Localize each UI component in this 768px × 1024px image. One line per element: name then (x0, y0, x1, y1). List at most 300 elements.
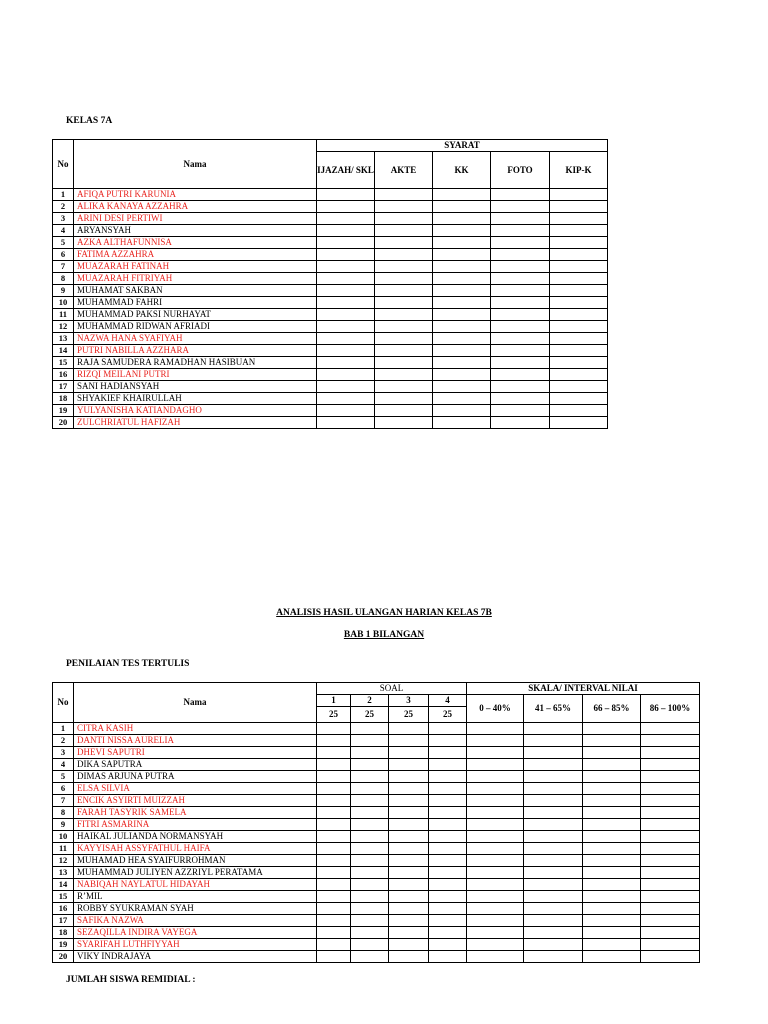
row-number: 6 (53, 783, 74, 795)
empty-cell (389, 795, 429, 807)
row-number: 1 (53, 189, 74, 201)
empty-cell (491, 201, 550, 213)
empty-cell (429, 855, 467, 867)
soal-num: 1 (317, 695, 351, 707)
table-row (53, 783, 700, 795)
empty-cell (317, 879, 351, 891)
table-row (53, 369, 608, 381)
empty-cell (375, 393, 433, 405)
table-row (53, 867, 700, 879)
table-row (53, 807, 700, 819)
results-table (52, 682, 700, 963)
empty-cell (641, 819, 700, 831)
empty-cell (467, 807, 524, 819)
empty-cell (351, 939, 389, 951)
empty-cell (550, 249, 608, 261)
empty-cell (641, 759, 700, 771)
empty-cell (641, 771, 700, 783)
empty-cell (524, 915, 583, 927)
empty-cell (467, 867, 524, 879)
empty-cell (317, 261, 375, 273)
student-name: RAJA SAMUDERA RAMADHAN HASIBUAN (74, 357, 317, 369)
empty-cell (583, 867, 641, 879)
empty-cell (375, 333, 433, 345)
empty-cell (524, 795, 583, 807)
row-number: 14 (53, 879, 74, 891)
empty-cell (641, 831, 700, 843)
empty-cell (389, 819, 429, 831)
empty-cell (641, 855, 700, 867)
empty-cell (550, 345, 608, 357)
empty-cell (467, 915, 524, 927)
empty-cell (351, 783, 389, 795)
empty-cell (641, 927, 700, 939)
table-row (53, 405, 608, 417)
empty-cell (351, 747, 389, 759)
row-number: 8 (53, 807, 74, 819)
empty-cell (433, 237, 491, 249)
range-header: 0 – 40% (467, 695, 524, 723)
empty-cell (491, 297, 550, 309)
table-row (53, 333, 608, 345)
empty-cell (429, 735, 467, 747)
empty-cell (491, 225, 550, 237)
empty-cell (491, 237, 550, 249)
table-row (53, 201, 608, 213)
empty-cell (351, 879, 389, 891)
row-number: 17 (53, 381, 74, 393)
empty-cell (429, 879, 467, 891)
table-row (53, 819, 700, 831)
empty-cell (317, 807, 351, 819)
empty-cell (389, 879, 429, 891)
empty-cell (491, 249, 550, 261)
empty-cell (351, 759, 389, 771)
empty-cell (389, 891, 429, 903)
empty-cell (375, 273, 433, 285)
empty-cell (389, 939, 429, 951)
empty-cell (389, 759, 429, 771)
empty-cell (641, 867, 700, 879)
empty-cell (375, 405, 433, 417)
empty-cell (433, 225, 491, 237)
empty-cell (429, 807, 467, 819)
empty-cell (583, 927, 641, 939)
empty-cell (317, 381, 375, 393)
empty-cell (317, 321, 375, 333)
empty-cell (317, 297, 375, 309)
header-syarat: SYARAT (317, 140, 608, 152)
empty-cell (389, 915, 429, 927)
empty-cell (467, 735, 524, 747)
empty-cell (351, 819, 389, 831)
empty-cell (583, 915, 641, 927)
student-name: MUHAMMAD JULIYEN AZZRIYL PERATAMA (74, 867, 317, 879)
row-number: 15 (53, 357, 74, 369)
row-number: 10 (53, 831, 74, 843)
class-title: KELAS 7A (66, 116, 113, 126)
table-row (53, 357, 608, 369)
empty-cell (467, 819, 524, 831)
header-ijazah: IJAZAH/ SKL (317, 152, 375, 189)
table-row (53, 273, 608, 285)
empty-cell (317, 249, 375, 261)
empty-cell (317, 819, 351, 831)
empty-cell (467, 831, 524, 843)
empty-cell (467, 759, 524, 771)
row-number: 3 (53, 213, 74, 225)
student-name: ZULCHRIATUL HAFIZAH (74, 417, 317, 429)
student-name: DHEVI SAPUTRI (74, 747, 317, 759)
empty-cell (429, 831, 467, 843)
row-number: 2 (53, 201, 74, 213)
empty-cell (641, 891, 700, 903)
empty-cell (317, 939, 351, 951)
row-number: 4 (53, 225, 74, 237)
empty-cell (583, 747, 641, 759)
row-number: 11 (53, 843, 74, 855)
empty-cell (429, 867, 467, 879)
row-number: 1 (53, 723, 74, 735)
table-row (53, 723, 700, 735)
empty-cell (317, 915, 351, 927)
table-row (53, 951, 700, 963)
student-name: FARAH TASYRIK SAMELA (74, 807, 317, 819)
empty-cell (433, 309, 491, 321)
row-number: 12 (53, 321, 74, 333)
row-number: 20 (53, 951, 74, 963)
row-number: 3 (53, 747, 74, 759)
empty-cell (429, 759, 467, 771)
empty-cell (641, 735, 700, 747)
empty-cell (433, 321, 491, 333)
empty-cell (583, 855, 641, 867)
student-name: PUTRI NABILLA AZZHARA (74, 345, 317, 357)
empty-cell (467, 855, 524, 867)
empty-cell (583, 891, 641, 903)
student-name: AZKA ALTHAFUNNISA (74, 237, 317, 249)
student-name: MUHAMMAD RIDWAN AFRIADI (74, 321, 317, 333)
empty-cell (389, 855, 429, 867)
header-akte: AKTE (375, 152, 433, 189)
empty-cell (317, 285, 375, 297)
empty-cell (491, 417, 550, 429)
empty-cell (467, 879, 524, 891)
empty-cell (583, 819, 641, 831)
header-nama: Nama (74, 140, 317, 189)
assessment-label: PENILAIAN TES TERTULIS (66, 659, 190, 669)
empty-cell (317, 225, 375, 237)
empty-cell (524, 747, 583, 759)
empty-cell (550, 321, 608, 333)
empty-cell (524, 903, 583, 915)
empty-cell (467, 783, 524, 795)
empty-cell (550, 237, 608, 249)
empty-cell (491, 357, 550, 369)
empty-cell (317, 855, 351, 867)
empty-cell (389, 723, 429, 735)
empty-cell (429, 819, 467, 831)
empty-cell (550, 369, 608, 381)
student-name: KAYYISAH ASSYFATHUL HAIFA (74, 843, 317, 855)
table-row (53, 213, 608, 225)
empty-cell (524, 843, 583, 855)
empty-cell (351, 771, 389, 783)
empty-cell (641, 807, 700, 819)
student-name: ARINI DESI PERTIWI (74, 213, 317, 225)
empty-cell (583, 735, 641, 747)
empty-cell (351, 915, 389, 927)
empty-cell (641, 747, 700, 759)
empty-cell (641, 783, 700, 795)
row-number: 2 (53, 735, 74, 747)
student-name: MUHAMAD HEA SYAIFURROHMAN (74, 855, 317, 867)
student-name: DIMAS ARJUNA PUTRA (74, 771, 317, 783)
student-name: DANTI NISSA AURELIA (74, 735, 317, 747)
empty-cell (583, 759, 641, 771)
empty-cell (317, 771, 351, 783)
empty-cell (317, 273, 375, 285)
empty-cell (317, 891, 351, 903)
table-row (53, 735, 700, 747)
empty-cell (351, 903, 389, 915)
empty-cell (467, 723, 524, 735)
empty-cell (433, 285, 491, 297)
header-soal: SOAL (317, 683, 467, 695)
empty-cell (550, 309, 608, 321)
empty-cell (375, 285, 433, 297)
analysis-subtitle: BAB 1 BILANGAN (343, 630, 425, 640)
empty-cell (389, 903, 429, 915)
empty-cell (583, 783, 641, 795)
empty-cell (524, 855, 583, 867)
row-number: 16 (53, 903, 74, 915)
empty-cell (491, 189, 550, 201)
remedial-count-label: JUMLAH SISWA REMIDIAL : (66, 975, 196, 985)
table-row (53, 261, 608, 273)
student-name: ARYANSYAH (74, 225, 317, 237)
empty-cell (433, 261, 491, 273)
row-number: 11 (53, 309, 74, 321)
empty-cell (550, 297, 608, 309)
empty-cell (524, 891, 583, 903)
empty-cell (433, 333, 491, 345)
table-row (53, 795, 700, 807)
table-row (53, 927, 700, 939)
empty-cell (317, 735, 351, 747)
student-name: ROBBY SYUKRAMAN SYAH (74, 903, 317, 915)
table-row (53, 189, 608, 201)
table-row (53, 225, 608, 237)
student-name: YULYANISHA KATIANDAGHO (74, 405, 317, 417)
empty-cell (317, 759, 351, 771)
empty-cell (317, 213, 375, 225)
table-row (53, 345, 608, 357)
empty-cell (524, 759, 583, 771)
empty-cell (524, 807, 583, 819)
empty-cell (641, 939, 700, 951)
student-name: VIKY INDRAJAYA (74, 951, 317, 963)
empty-cell (429, 903, 467, 915)
empty-cell (583, 939, 641, 951)
empty-cell (433, 189, 491, 201)
student-name: SEZAQILLA INDIRA VAYEGA (74, 927, 317, 939)
empty-cell (351, 891, 389, 903)
empty-cell (429, 747, 467, 759)
empty-cell (317, 795, 351, 807)
empty-cell (429, 783, 467, 795)
empty-cell (317, 405, 375, 417)
empty-cell (429, 927, 467, 939)
empty-cell (389, 951, 429, 963)
empty-cell (550, 285, 608, 297)
empty-cell (351, 867, 389, 879)
empty-cell (317, 201, 375, 213)
empty-cell (375, 357, 433, 369)
range-header: 41 – 65% (524, 695, 583, 723)
empty-cell (351, 951, 389, 963)
empty-cell (491, 345, 550, 357)
student-name: RIZQI MEILANI PUTRI (74, 369, 317, 381)
empty-cell (317, 903, 351, 915)
empty-cell (550, 225, 608, 237)
student-name: DIKA SAPUTRA (74, 759, 317, 771)
row-number: 5 (53, 771, 74, 783)
empty-cell (317, 333, 375, 345)
table-row (53, 939, 700, 951)
empty-cell (375, 309, 433, 321)
empty-cell (467, 903, 524, 915)
student-name: ENCIK ASYIRTI MUIZZAH (74, 795, 317, 807)
empty-cell (524, 927, 583, 939)
empty-cell (351, 735, 389, 747)
empty-cell (550, 273, 608, 285)
student-name: R’MIL (74, 891, 317, 903)
empty-cell (467, 939, 524, 951)
empty-cell (524, 771, 583, 783)
row-number: 10 (53, 297, 74, 309)
empty-cell (429, 915, 467, 927)
row-number: 19 (53, 939, 74, 951)
soal-num: 4 (429, 695, 467, 707)
table-row (53, 771, 700, 783)
empty-cell (583, 951, 641, 963)
range-header: 86 – 100% (641, 695, 700, 723)
empty-cell (467, 843, 524, 855)
empty-cell (491, 369, 550, 381)
empty-cell (317, 723, 351, 735)
row-number: 9 (53, 285, 74, 297)
empty-cell (491, 381, 550, 393)
empty-cell (491, 321, 550, 333)
empty-cell (433, 201, 491, 213)
empty-cell (491, 273, 550, 285)
empty-cell (524, 939, 583, 951)
table-row (53, 879, 700, 891)
empty-cell (491, 333, 550, 345)
table-row (53, 759, 700, 771)
empty-cell (375, 369, 433, 381)
empty-cell (641, 915, 700, 927)
empty-cell (389, 807, 429, 819)
requirements-table (52, 139, 608, 429)
empty-cell (433, 345, 491, 357)
empty-cell (389, 747, 429, 759)
empty-cell (389, 783, 429, 795)
empty-cell (550, 417, 608, 429)
soal-score: 25 (351, 707, 389, 723)
empty-cell (583, 903, 641, 915)
empty-cell (429, 891, 467, 903)
row-number: 8 (53, 273, 74, 285)
empty-cell (317, 369, 375, 381)
empty-cell (317, 867, 351, 879)
header-foto: FOTO (491, 152, 550, 189)
empty-cell (524, 735, 583, 747)
soal-num: 3 (389, 695, 429, 707)
empty-cell (317, 951, 351, 963)
empty-cell (550, 393, 608, 405)
table-row (53, 903, 700, 915)
row-number: 6 (53, 249, 74, 261)
empty-cell (317, 783, 351, 795)
empty-cell (429, 843, 467, 855)
empty-cell (491, 309, 550, 321)
empty-cell (641, 879, 700, 891)
row-number: 5 (53, 237, 74, 249)
empty-cell (491, 405, 550, 417)
empty-cell (317, 843, 351, 855)
empty-cell (641, 843, 700, 855)
student-name: FATIMA AZZAHRA (74, 249, 317, 261)
empty-cell (351, 795, 389, 807)
empty-cell (550, 333, 608, 345)
table-row (53, 309, 608, 321)
empty-cell (429, 939, 467, 951)
empty-cell (641, 951, 700, 963)
table-row (53, 237, 608, 249)
table-row (53, 285, 608, 297)
empty-cell (433, 369, 491, 381)
table-row (53, 381, 608, 393)
empty-cell (389, 843, 429, 855)
empty-cell (433, 357, 491, 369)
empty-cell (467, 747, 524, 759)
empty-cell (491, 213, 550, 225)
empty-cell (375, 417, 433, 429)
empty-cell (641, 903, 700, 915)
empty-cell (467, 795, 524, 807)
empty-cell (641, 723, 700, 735)
empty-cell (433, 249, 491, 261)
empty-cell (375, 381, 433, 393)
soal-num: 2 (351, 695, 389, 707)
empty-cell (317, 927, 351, 939)
empty-cell (375, 321, 433, 333)
row-number: 13 (53, 333, 74, 345)
empty-cell (429, 795, 467, 807)
header-kipk: KIP-K (550, 152, 608, 189)
table-row (53, 747, 700, 759)
empty-cell (317, 309, 375, 321)
empty-cell (375, 297, 433, 309)
table-row (53, 891, 700, 903)
table-row (53, 915, 700, 927)
student-name: NAZWA HANA SYAFIYAH (74, 333, 317, 345)
empty-cell (524, 951, 583, 963)
student-name: AFIQA PUTRI KARUNIA (74, 189, 317, 201)
empty-cell (524, 867, 583, 879)
